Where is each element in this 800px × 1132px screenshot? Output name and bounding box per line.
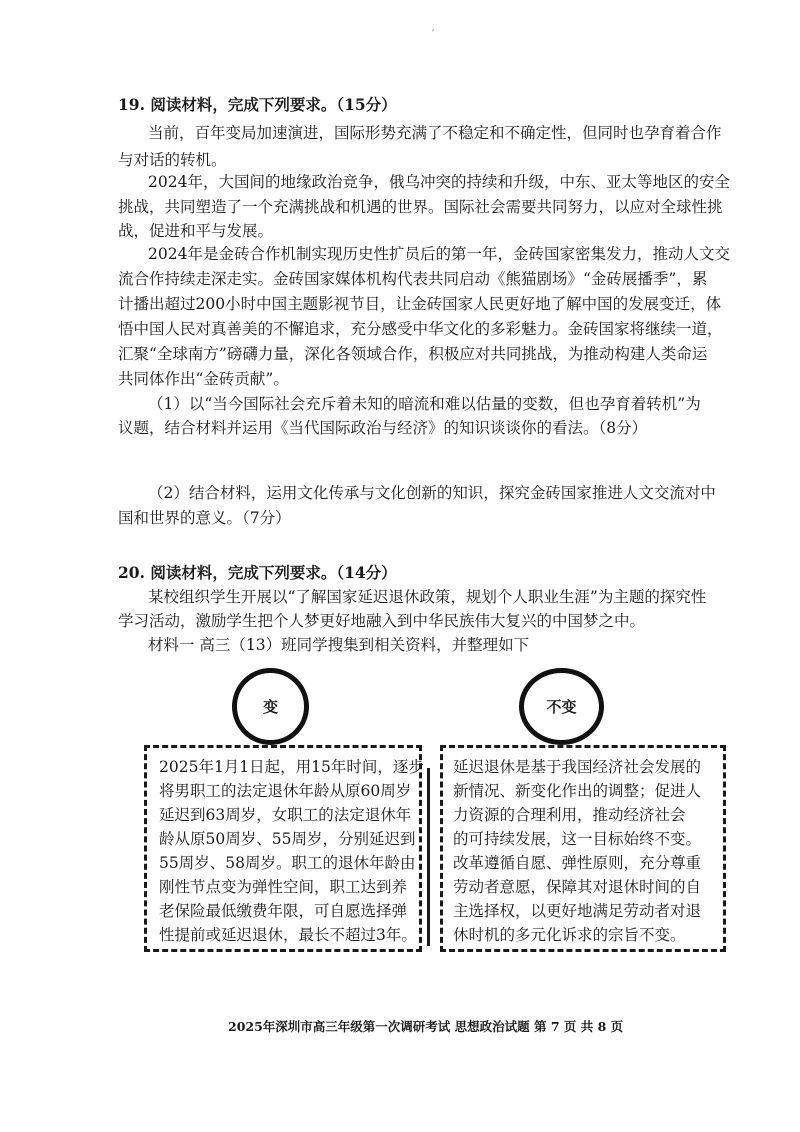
q20-intro-line: 学习活动，激励学生把个人梦更好地融入到中华民族伟大复兴的中国梦之中。 [118, 612, 646, 630]
nochange-box [440, 745, 726, 952]
nochange-box-line: 劳动者意愿，保障其对退休时间的自 [453, 878, 702, 896]
q19-para-line: 计播出超过200小时中国主题影视节目，让金砖国家人民更好地了解中国的发展变迁，体 [118, 295, 722, 313]
q19-para-line: 共同体作出“金砖贡献”。 [118, 370, 289, 388]
page-mark: ′ [432, 29, 435, 40]
q19-para-line: 流合作持续走深走实。金砖国家媒体机构代表共同启动《熊猫剧场》“金砖展播季”，累 [118, 270, 708, 288]
change-box-line: 性提前或延迟退休，最长不超过3年。 [159, 926, 417, 944]
change-box-line: 刚性节点变为弹性空间，职工达到养 [159, 878, 408, 896]
change-box [144, 745, 422, 952]
q19-para-line: 汇聚“全球南方”磅礴力量，深化各领域合作，积极应对共同挑战，为推动构建人类命运 [118, 345, 708, 363]
q19-para-line: 2024年是金砖合作机制实现历史性扩员后的第一年，金砖国家密集发力，推动人文交 [148, 245, 730, 263]
circle-nochange-label: 不变 [546, 698, 577, 716]
q19-sub2-line: （2）结合材料，运用文化传承与文化创新的知识，探究金砖国家推进人文交流对中 [148, 484, 716, 502]
nochange-box-line: 改革遵循自愿、弹性原则，充分尊重 [453, 854, 702, 872]
q19-title: 19. 阅读材料，完成下列要求。（15分） [118, 95, 397, 114]
q19-para-line: 2024年，大国间的地缘政治竞争，俄乌冲突的持续和升级，中东、亚太等地区的安全 [148, 173, 730, 191]
q19-sub1-line: （1）以“当今国际社会充斥着未知的暗流和难以估量的变数，但也孕育着转机”为 [148, 395, 701, 413]
change-box-line: 延迟到63周岁，女职工的法定退休年 [159, 806, 412, 824]
nochange-box-line: 的可持续发展，这一目标始终不变。 [453, 830, 702, 848]
box-divider [427, 768, 430, 946]
change-box-line: 老保险最低缴费年限，可自愿选择弹 [159, 902, 408, 920]
q19-para-line: 当前，百年变局加速演进，国际形势充满了不稳定和不确定性，但同时也孕育着合作 [148, 124, 722, 142]
nochange-box-line: 延迟退休是基于我国经济社会发展的 [453, 758, 702, 776]
q19-para-line: 战，促进和平与发展。 [118, 222, 274, 240]
change-box-line: 龄从原50周岁、55周岁，分别延迟到 [159, 830, 416, 848]
q20-intro-line: 某校组织学生开展以“了解国家延迟退休政策，规划个人职业生涯”为主题的探究性 [148, 588, 707, 606]
nochange-box-line: 休时机的多元化诉求的宗旨不变。 [453, 926, 686, 944]
page-footer: 2025年深圳市高三年级第一次调研考试 思想政治试题 第 7 页 共 8 页 [228, 1019, 624, 1034]
change-box-line: 55周岁、58周岁。职工的退休年龄由 [159, 854, 416, 872]
q19-para-line: 与对话的转机。 [118, 151, 227, 169]
nochange-box-line: 新情况、新变化作出的调整；促进人 [453, 782, 702, 800]
circle-change-label: 变 [262, 698, 278, 716]
material-1-heading: 材料一 高三（13）班同学搜集到相关资料，并整理如下 [148, 636, 530, 654]
change-box-line: 2025年1月1日起，用15年时间，逐步 [159, 758, 424, 776]
circle-nochange [519, 668, 604, 745]
circle-change [232, 668, 309, 745]
q19-para-line: 挑战，共同塑造了一个充满挑战和机遇的世界。国际社会需要共同努力，以应对全球性挑 [118, 198, 723, 216]
nochange-box-line: 力资源的合理利用，推动经济社会 [453, 806, 686, 824]
q19-sub2-line: 国和世界的意义。（7分） [118, 509, 291, 527]
q20-title: 20. 阅读材料，完成下列要求。（14分） [118, 563, 397, 582]
q19-para-line: 悟中国人民对真善美的不懈追求，充分感受中华文化的多彩魅力。金砖国家将继续一道， [118, 320, 723, 338]
change-box-line: 将男职工的法定退休年龄从原60周岁 [159, 782, 412, 800]
q19-sub1-line: 议题，结合材料并运用《当代国际政治与经济》的知识谈谈你的看法。（8分） [118, 419, 648, 437]
nochange-box-line: 主选择权，以更好地满足劳动者对退 [453, 902, 702, 920]
